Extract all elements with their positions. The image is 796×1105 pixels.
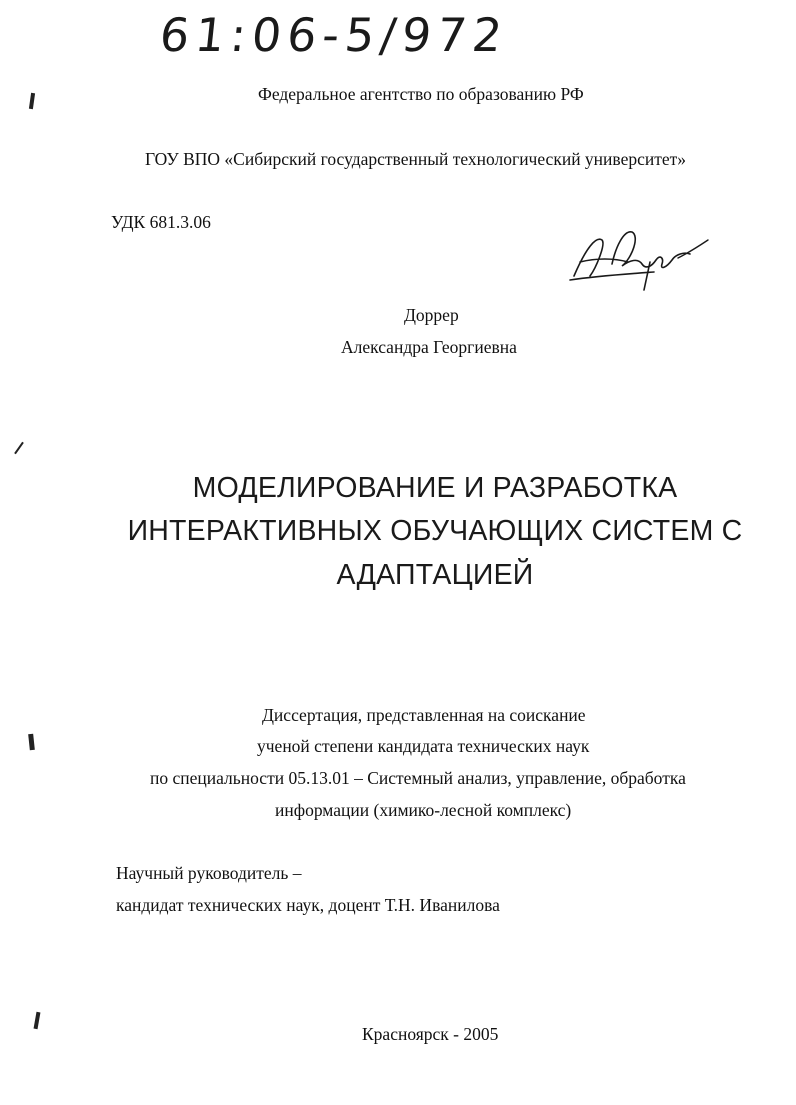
scan-speck <box>28 734 35 750</box>
author-surname: Доррер <box>404 305 459 325</box>
scan-speck <box>34 1012 41 1029</box>
author-given-names: Александра Георгиевна <box>341 337 517 357</box>
university-name: ГОУ ВПО «Сибирский государственный технологический университет» <box>145 149 687 169</box>
thesis-title-line-3: АДАПТАЦИЕЙ <box>336 559 534 591</box>
agency-name: Федеральное агентство по образованию РФ <box>258 84 584 104</box>
thesis-title-line-2: ИНТЕРАКТИВНЫХ ОБУЧАЮЩИХ СИСТЕМ С <box>127 515 743 547</box>
thesis-title-line-1: МОДЕЛИРОВАНИЕ И РАЗРАБОТКА <box>192 472 678 504</box>
scan-speck <box>14 442 24 455</box>
dissertation-line-1: Диссертация, представленная на соискание <box>262 705 586 725</box>
dissertation-line-4: информации (химико-лесной комплекс) <box>275 800 572 820</box>
supervisor-label: Научный руководитель – <box>116 863 302 883</box>
author-signature <box>566 218 716 298</box>
supervisor-name: кандидат технических наук, доцент Т.Н. Иванилова <box>116 895 500 915</box>
udc-code: УДК 681.3.06 <box>111 212 211 232</box>
scan-speck <box>29 93 35 109</box>
dissertation-line-3: по специальности 05.13.01 – Системный анализ, управление, обработка <box>150 768 686 788</box>
place-and-year: Красноярск - 2005 <box>362 1024 499 1044</box>
dissertation-line-2: ученой степени кандидата технических наук <box>257 736 590 756</box>
archive-code-handwritten: 61:06-5/972 <box>157 8 511 62</box>
